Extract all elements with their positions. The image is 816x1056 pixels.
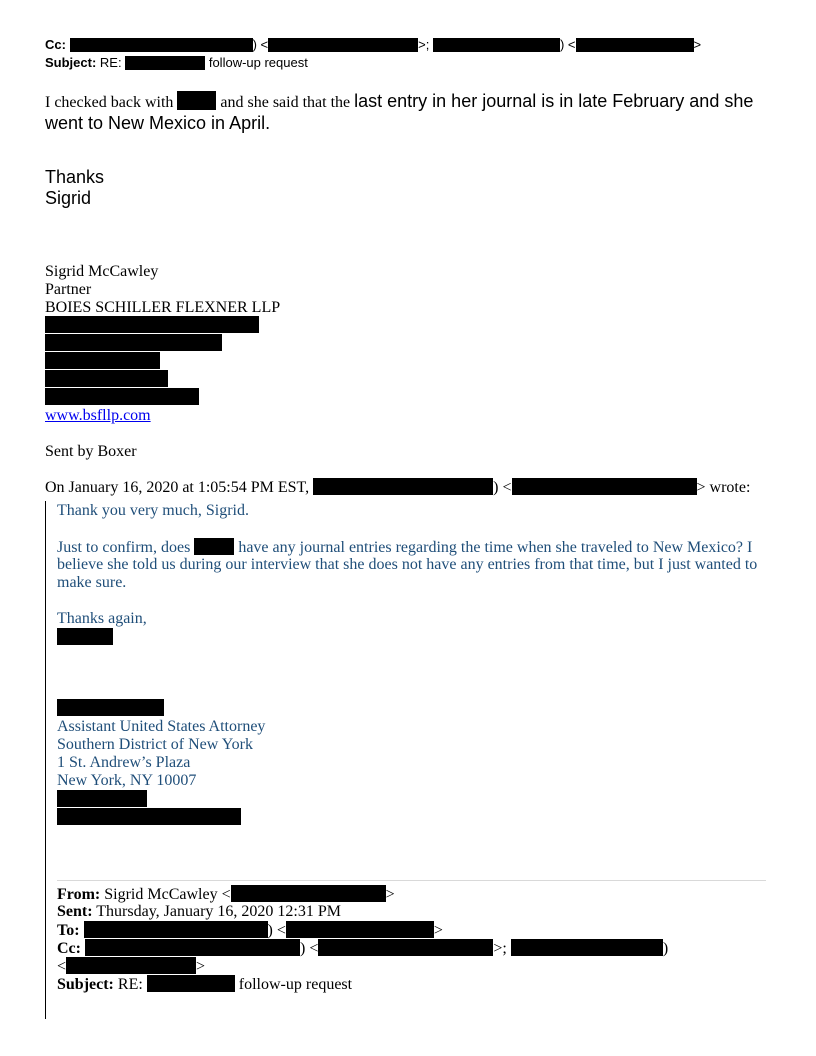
sent-value: Thursday, January 16, 2020 12:31 PM [96, 903, 341, 920]
to-label: To: [57, 922, 80, 939]
redaction-box [511, 939, 663, 956]
forwarded-cc-cont [57, 957, 205, 976]
quoted-sig-office: Southern District of New York [57, 736, 253, 753]
angle-bracket-text: ) [662, 940, 669, 957]
angle-bracket-text: > [696, 479, 706, 496]
quoted-sig-address-2: New York, NY 10007 [57, 772, 197, 789]
angle-bracket-text: > [196, 958, 206, 975]
redaction-box [45, 316, 259, 333]
from-name: Sigrid McCawley [104, 886, 218, 903]
quoted-sig-title: Assistant United States Attorney [57, 718, 266, 735]
redaction-box [57, 699, 164, 716]
redaction-box [268, 38, 418, 52]
redaction-box [576, 38, 694, 52]
redaction-box [194, 538, 234, 555]
redaction-box [57, 628, 113, 645]
redaction-box [286, 921, 434, 938]
redaction-box [147, 975, 235, 992]
angle-bracket-text: ) < [252, 37, 269, 52]
redaction-box [512, 478, 697, 495]
subject-suffix: follow-up request [238, 976, 353, 993]
quoted-paragraph-line-1 [57, 538, 752, 557]
redaction-box [85, 939, 300, 956]
angle-bracket-text: ) < [299, 940, 319, 957]
quote-bar [45, 501, 46, 1019]
angle-bracket-text: ) < [267, 922, 286, 939]
message-line-2: went to New Mexico in April. [45, 113, 271, 133]
message-line-1 [45, 91, 753, 112]
quote-header-prefix: On January 16, 2020 at 1:05:54 PM EST, [45, 479, 310, 496]
redaction-box [84, 921, 268, 938]
subject-prefix: RE: [99, 55, 122, 70]
message-text: I checked back with [45, 94, 174, 111]
redaction-box [66, 957, 196, 974]
angle-bracket-text: > [693, 37, 702, 52]
quoted-thanks: Thanks again, [57, 610, 147, 627]
redaction-box [45, 370, 168, 387]
redaction-box [57, 808, 241, 825]
quote-header-wrote: wrote: [709, 479, 751, 496]
quoted-sig-address-1: 1 St. Andrew’s Plaza [57, 754, 191, 771]
subject-prefix: RE: [117, 976, 143, 993]
quoted-greeting: Thank you very much, Sigrid. [57, 502, 249, 519]
redaction-box [57, 790, 147, 807]
redaction-box [433, 38, 560, 52]
subject-line [45, 55, 308, 70]
quoted-paragraph-line-3: make sure. [57, 574, 127, 591]
angle-bracket-text: < [221, 886, 231, 903]
angle-bracket-text: > [433, 922, 443, 939]
redaction-box [125, 56, 205, 70]
quoted-text: Just to confirm, does [57, 539, 191, 556]
thanks-text: Thanks [45, 167, 105, 187]
forwarded-sent [57, 903, 341, 921]
redaction-box [231, 885, 386, 902]
cc-label: Cc: [45, 37, 66, 52]
forwarded-from [57, 885, 395, 904]
forwarded-subject [57, 975, 352, 994]
sent-by-text: Sent by Boxer [45, 443, 137, 460]
from-label: From: [57, 886, 101, 903]
sender-name: Sigrid [45, 188, 92, 208]
redaction-box [45, 334, 222, 351]
angle-bracket-text: ) < [559, 37, 576, 52]
redaction-box [177, 91, 216, 110]
message-text: and she said that the [220, 94, 351, 111]
quoted-text: have any journal entries regarding the time when she traveled to New Mexico? I [238, 539, 753, 556]
signature-title: Partner [45, 281, 92, 298]
redaction-box [45, 388, 199, 405]
redaction-box [313, 478, 493, 495]
angle-bracket-text: >; [418, 37, 430, 52]
signature-firm: BOIES SCHILLER FLEXNER LLP [45, 299, 281, 316]
angle-bracket-text: ) < [493, 479, 512, 496]
forwarded-cc [57, 939, 668, 958]
angle-bracket-text: >; [493, 940, 507, 957]
angle-bracket-text: > [385, 886, 395, 903]
subject-suffix: follow-up request [208, 55, 308, 70]
subject-label: Subject: [57, 976, 114, 993]
signature-name: Sigrid McCawley [45, 263, 159, 280]
subject-label: Subject: [45, 55, 97, 70]
redaction-box [318, 939, 493, 956]
redaction-box [70, 38, 253, 52]
quoted-paragraph-line-2: believe she told us during our interview that she does not have any entries from that time, but I just wanted to [57, 556, 758, 573]
cc-label: Cc: [57, 940, 81, 957]
redaction-box [45, 352, 160, 369]
message-text: last entry in her journal is in late February and she [354, 91, 754, 111]
cc-line [45, 37, 701, 52]
divider [57, 880, 766, 881]
sent-label: Sent: [57, 903, 93, 920]
forwarded-to [57, 921, 443, 940]
quote-header [45, 478, 750, 497]
website-link[interactable]: www.bsfllp.com [45, 407, 151, 424]
angle-bracket-text: < [57, 958, 67, 975]
